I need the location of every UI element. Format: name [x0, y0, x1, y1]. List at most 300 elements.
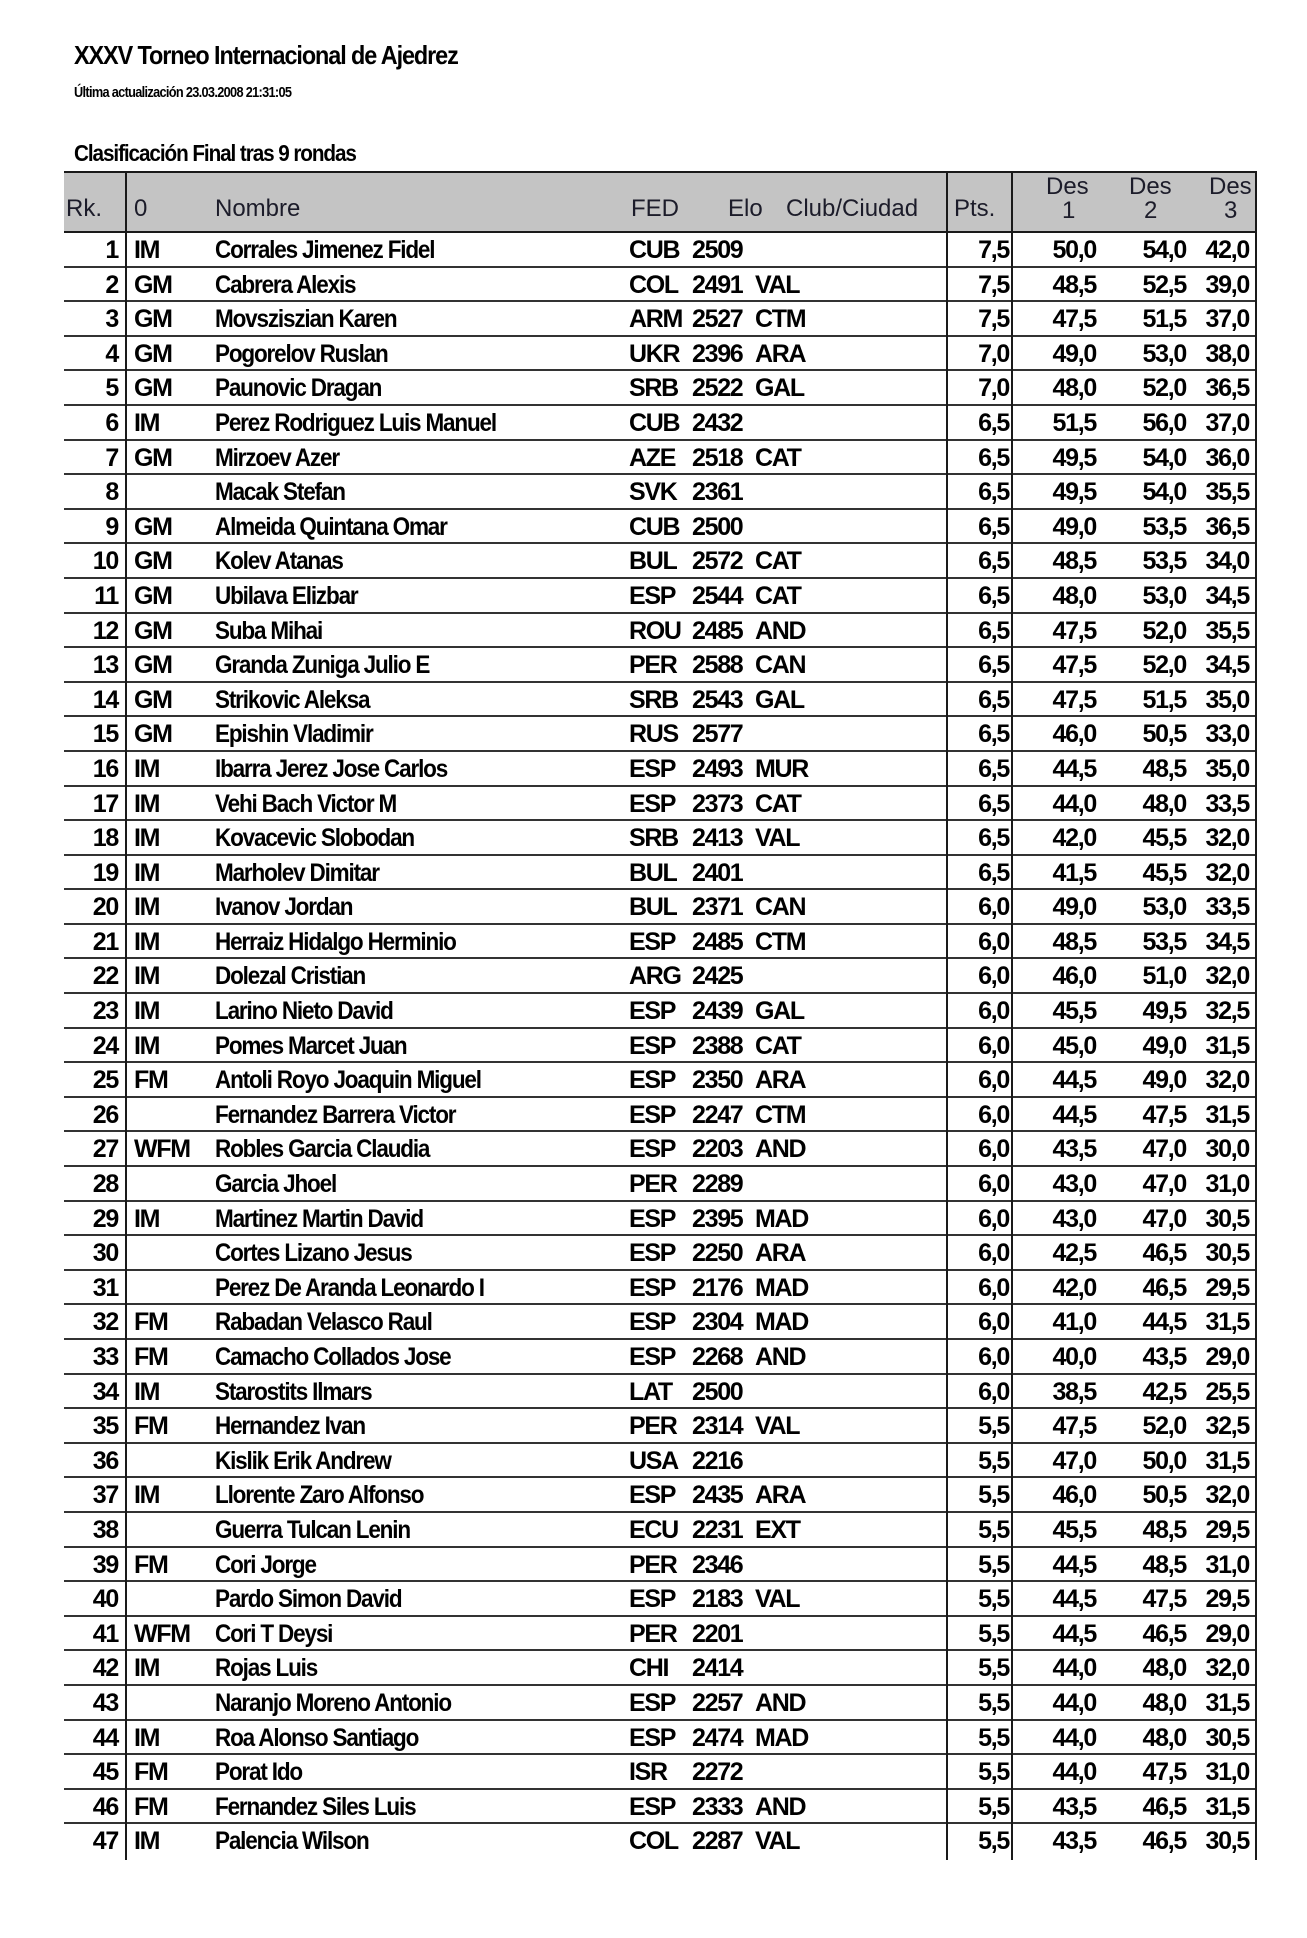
cell-club: CTM — [755, 927, 806, 956]
cell-name: Cori Jorge — [215, 1550, 316, 1579]
cell-name: Garcia Jhoel — [215, 1170, 337, 1199]
cell-fed: ESP — [629, 1585, 676, 1614]
cell-rank: 26 — [92, 1100, 118, 1129]
cell-des3: 29,0 — [1205, 1619, 1249, 1648]
cell-title: IM — [134, 1827, 160, 1856]
cell-des3: 31,5 — [1205, 1688, 1249, 1717]
table-row — [64, 683, 1257, 718]
cell-des1: 49,0 — [1052, 893, 1096, 922]
cell-elo: 2373 — [692, 789, 743, 818]
cell-elo: 2257 — [692, 1688, 743, 1717]
cell-title: GM — [134, 374, 172, 403]
cell-des1: 42,0 — [1052, 824, 1096, 853]
cell-rank: 5 — [105, 374, 118, 403]
cell-title: FM — [134, 1308, 168, 1337]
cell-fed: SRB — [629, 685, 678, 714]
cell-rank: 4 — [105, 339, 118, 368]
cell-des3: 30,5 — [1205, 1239, 1249, 1268]
cell-fed: PER — [629, 1412, 677, 1441]
cell-fed: ESP — [629, 1688, 676, 1717]
cell-elo: 2371 — [692, 893, 743, 922]
cell-des1: 42,5 — [1052, 1239, 1096, 1268]
cell-des2: 51,0 — [1142, 962, 1186, 991]
table-row — [64, 1617, 1257, 1652]
cell-des3: 31,5 — [1205, 1446, 1249, 1475]
table-row — [64, 752, 1257, 787]
cell-des1: 44,0 — [1052, 1688, 1096, 1717]
cell-title: FM — [134, 1343, 168, 1371]
cell-des3: 35,5 — [1205, 478, 1249, 507]
cell-club: CAN — [755, 651, 806, 680]
cell-name: Roa Alonso Santiago — [215, 1723, 419, 1752]
cell-des2: 45,5 — [1142, 824, 1186, 853]
cell-des3: 29,5 — [1205, 1273, 1249, 1302]
cell-elo: 2272 — [692, 1758, 743, 1787]
cell-elo: 2414 — [692, 1654, 743, 1683]
cell-title: FM — [134, 1758, 168, 1787]
cell-des2: 56,0 — [1142, 408, 1186, 437]
cell-des2: 49,0 — [1142, 1031, 1186, 1060]
cell-fed: SVK — [629, 478, 677, 507]
cell-elo: 2388 — [692, 1031, 743, 1060]
cell-des3: 36,5 — [1205, 374, 1249, 403]
cell-club: AND — [755, 1343, 806, 1371]
cell-points: 6,0 — [978, 1031, 1009, 1060]
cell-title: GM — [134, 720, 172, 749]
cell-des1: 38,5 — [1052, 1377, 1096, 1406]
table-row — [64, 614, 1257, 649]
header-title: 0 — [134, 195, 148, 222]
table-row — [64, 1582, 1257, 1617]
cell-fed: ESP — [629, 1135, 676, 1164]
cell-elo: 2425 — [692, 962, 743, 991]
cell-title: GM — [134, 339, 172, 368]
cell-fed: PER — [629, 1619, 677, 1648]
cell-des2: 42,5 — [1142, 1377, 1186, 1406]
cell-des3: 32,0 — [1205, 1654, 1249, 1683]
header-club: Club/Ciudad — [786, 195, 919, 222]
cell-points: 5,5 — [978, 1550, 1009, 1579]
cell-name: Cortes Lizano Jesus — [215, 1239, 412, 1268]
cell-des3: 34,5 — [1205, 927, 1249, 956]
header-des3-bottom: 3 — [1224, 197, 1238, 224]
cell-des3: 31,5 — [1205, 1031, 1249, 1060]
cell-des1: 47,5 — [1052, 305, 1096, 334]
cell-club: VAL — [755, 270, 800, 299]
cell-title: IM — [134, 824, 160, 853]
cell-des3: 32,0 — [1205, 962, 1249, 991]
cell-rank: 18 — [92, 824, 118, 853]
cell-name: Almeida Quintana Omar — [215, 512, 447, 541]
cell-title: WFM — [134, 1135, 190, 1164]
table-row — [64, 1686, 1257, 1721]
cell-fed: ESP — [629, 1273, 676, 1302]
cell-name: Paunovic Dragan — [215, 374, 382, 403]
cell-points: 6,5 — [978, 720, 1009, 749]
cell-club: ARA — [755, 1239, 806, 1268]
cell-des2: 47,5 — [1142, 1100, 1186, 1129]
cell-fed: LAT — [629, 1377, 672, 1406]
cell-des3: 35,0 — [1205, 754, 1249, 783]
cell-title: IM — [134, 408, 160, 437]
cell-points: 5,5 — [978, 1654, 1009, 1683]
cell-rank: 1 — [105, 236, 118, 264]
cell-rank: 21 — [92, 927, 118, 956]
header-des3-top: Des — [1209, 173, 1252, 200]
cell-des3: 33,5 — [1205, 789, 1249, 818]
cell-des1: 47,0 — [1052, 1446, 1096, 1475]
cell-club: CAT — [755, 547, 801, 576]
cell-des3: 25,5 — [1205, 1377, 1249, 1406]
cell-fed: AZE — [629, 443, 676, 472]
cell-points: 6,0 — [978, 1239, 1009, 1268]
cell-name: Kislik Erik Andrew — [215, 1446, 391, 1475]
cell-name: Ivanov Jordan — [215, 893, 353, 922]
table-row — [64, 1340, 1257, 1375]
cell-des1: 43,0 — [1052, 1204, 1096, 1233]
cell-name: Granda Zuniga Julio E — [215, 651, 430, 680]
cell-rank: 19 — [92, 858, 118, 887]
table-row — [64, 821, 1257, 856]
cell-title: IM — [134, 927, 160, 956]
cell-des2: 46,5 — [1142, 1792, 1186, 1821]
cell-fed: ESP — [629, 1100, 676, 1129]
cell-des2: 53,0 — [1142, 339, 1186, 368]
cell-des2: 54,0 — [1142, 236, 1186, 264]
cell-points: 7,0 — [978, 374, 1009, 403]
cell-rank: 31 — [92, 1273, 118, 1302]
cell-des1: 40,0 — [1052, 1343, 1096, 1371]
cell-fed: ESP — [629, 754, 676, 783]
cell-fed: SRB — [629, 824, 678, 853]
cell-elo: 2268 — [692, 1343, 743, 1371]
cell-club: CAT — [755, 443, 801, 472]
cell-fed: BUL — [629, 547, 677, 576]
cell-fed: SRB — [629, 374, 678, 403]
cell-elo: 2522 — [692, 374, 743, 403]
table-row — [64, 1132, 1257, 1167]
cell-des2: 52,0 — [1142, 651, 1186, 680]
table-row — [64, 1824, 1257, 1859]
cell-fed: ARM — [629, 305, 683, 334]
cell-des3: 33,0 — [1205, 720, 1249, 749]
cell-des2: 54,0 — [1142, 443, 1186, 472]
cell-points: 6,5 — [978, 581, 1009, 610]
cell-title: IM — [134, 1481, 160, 1510]
cell-elo: 2304 — [692, 1308, 743, 1337]
cell-name: Palencia Wilson — [215, 1827, 369, 1856]
cell-des3: 31,0 — [1205, 1758, 1249, 1787]
cell-fed: ESP — [629, 1239, 676, 1268]
cell-des2: 44,5 — [1142, 1308, 1186, 1337]
cell-fed: ROU — [629, 616, 681, 645]
cell-points: 7,0 — [978, 339, 1009, 368]
cell-rank: 25 — [92, 1066, 118, 1095]
cell-des3: 39,0 — [1205, 270, 1249, 299]
cell-elo: 2346 — [692, 1550, 743, 1579]
cell-name: Naranjo Moreno Antonio — [215, 1688, 451, 1717]
cell-name: Rabadan Velasco Raul — [215, 1308, 432, 1337]
cell-name: Starostits Ilmars — [215, 1377, 372, 1406]
cell-name: Camacho Collados Jose — [215, 1343, 451, 1371]
cell-points: 7,5 — [978, 270, 1009, 299]
cell-club: CAN — [755, 893, 806, 922]
cell-title: IM — [134, 997, 160, 1026]
cell-rank: 39 — [92, 1550, 118, 1579]
cell-points: 5,5 — [978, 1723, 1009, 1752]
cell-rank: 30 — [92, 1239, 118, 1268]
cell-des1: 45,5 — [1052, 1515, 1096, 1544]
cell-rank: 23 — [92, 997, 118, 1026]
cell-points: 5,5 — [978, 1758, 1009, 1787]
cell-name: Fernandez Siles Luis — [215, 1792, 416, 1821]
cell-points: 5,5 — [978, 1481, 1009, 1510]
table-body — [64, 233, 1257, 1859]
table-row — [64, 1721, 1257, 1756]
cell-des3: 32,0 — [1205, 1066, 1249, 1095]
cell-des1: 41,0 — [1052, 1308, 1096, 1337]
cell-des1: 47,5 — [1052, 685, 1096, 714]
cell-rank: 17 — [92, 789, 118, 818]
cell-points: 6,0 — [978, 1273, 1009, 1302]
cell-fed: ESP — [629, 1343, 676, 1371]
header-points: Pts. — [954, 195, 996, 222]
cell-club: MAD — [755, 1273, 809, 1302]
cell-club: AND — [755, 1792, 806, 1821]
cell-club: VAL — [755, 824, 800, 853]
cell-fed: ESP — [629, 927, 676, 956]
cell-des2: 49,5 — [1142, 997, 1186, 1026]
cell-elo: 2216 — [692, 1446, 743, 1475]
last-update-text: Última actualización 23.03.2008 21:31:05 — [74, 84, 292, 101]
cell-des1: 47,5 — [1052, 651, 1096, 680]
cell-des1: 46,0 — [1052, 720, 1096, 749]
cell-points: 6,5 — [978, 789, 1009, 818]
cell-des2: 48,5 — [1142, 754, 1186, 783]
cell-des3: 36,0 — [1205, 443, 1249, 472]
cell-name: Guerra Tulcan Lenin — [215, 1515, 410, 1544]
cell-title: IM — [134, 1204, 160, 1233]
cell-club: ARA — [755, 1066, 806, 1095]
cell-rank: 28 — [92, 1170, 118, 1199]
cell-des1: 49,5 — [1052, 478, 1096, 507]
cell-name: Pardo Simon David — [215, 1585, 402, 1614]
cell-club: CAT — [755, 789, 801, 818]
cell-elo: 2500 — [692, 1377, 743, 1406]
cell-club: EXT — [755, 1515, 800, 1544]
cell-fed: ESP — [629, 997, 676, 1026]
cell-des1: 42,0 — [1052, 1273, 1096, 1302]
cell-des2: 53,0 — [1142, 581, 1186, 610]
cell-elo: 2435 — [692, 1481, 743, 1510]
cell-rank: 41 — [92, 1619, 118, 1648]
cell-rank: 43 — [92, 1688, 118, 1717]
cell-points: 6,5 — [978, 616, 1009, 645]
cell-des2: 46,5 — [1142, 1827, 1186, 1856]
cell-des2: 50,5 — [1142, 720, 1186, 749]
cell-title: FM — [134, 1792, 168, 1821]
cell-name: Fernandez Barrera Victor — [215, 1100, 456, 1129]
cell-points: 6,5 — [978, 754, 1009, 783]
cell-elo: 2247 — [692, 1100, 743, 1129]
cell-club: VAL — [755, 1412, 800, 1441]
cell-title: IM — [134, 858, 160, 887]
table-row — [64, 475, 1257, 510]
cell-rank: 14 — [92, 685, 118, 714]
cell-des1: 43,5 — [1052, 1792, 1096, 1821]
cell-title: FM — [134, 1412, 168, 1441]
standings-table — [64, 171, 1257, 1859]
cell-title: GM — [134, 270, 172, 299]
cell-des2: 48,0 — [1142, 1654, 1186, 1683]
table-row — [64, 579, 1257, 614]
table-row — [64, 1063, 1257, 1098]
cell-elo: 2289 — [692, 1170, 743, 1199]
cell-des1: 49,0 — [1052, 339, 1096, 368]
cell-des1: 45,0 — [1052, 1031, 1096, 1060]
cell-des2: 48,0 — [1142, 1723, 1186, 1752]
cell-title: IM — [134, 1723, 160, 1752]
cell-club: MUR — [755, 754, 809, 783]
cell-des3: 30,5 — [1205, 1827, 1249, 1856]
cell-des1: 51,5 — [1052, 408, 1096, 437]
cell-fed: ECU — [629, 1515, 678, 1544]
cell-points: 5,5 — [978, 1515, 1009, 1544]
cell-fed: ESP — [629, 1723, 676, 1752]
cell-des1: 48,0 — [1052, 581, 1096, 610]
cell-des1: 43,0 — [1052, 1170, 1096, 1199]
standings-heading: Clasificación Final tras 9 rondas — [74, 140, 356, 166]
cell-rank: 29 — [92, 1204, 118, 1233]
cell-name: Perez Rodriguez Luis Manuel — [215, 408, 496, 437]
cell-club: GAL — [755, 997, 804, 1026]
cell-des2: 52,5 — [1142, 270, 1186, 299]
cell-rank: 3 — [105, 305, 118, 334]
cell-des2: 47,0 — [1142, 1204, 1186, 1233]
cell-fed: COL — [629, 270, 678, 299]
cell-des2: 52,0 — [1142, 374, 1186, 403]
header-des2-top: Des — [1129, 173, 1172, 200]
cell-elo: 2485 — [692, 616, 743, 645]
cell-des1: 44,0 — [1052, 1758, 1096, 1787]
cell-name: Ibarra Jerez Jose Carlos — [215, 754, 448, 783]
cell-des1: 45,5 — [1052, 997, 1096, 1026]
cell-points: 6,5 — [978, 512, 1009, 541]
cell-des2: 53,5 — [1142, 547, 1186, 576]
cell-des1: 46,0 — [1052, 1481, 1096, 1510]
cell-elo: 2395 — [692, 1204, 743, 1233]
cell-des2: 53,0 — [1142, 893, 1186, 922]
cell-rank: 11 — [94, 581, 118, 610]
cell-points: 6,0 — [978, 1100, 1009, 1129]
table-row — [64, 1409, 1257, 1444]
cell-name: Herraiz Hidalgo Herminio — [215, 927, 456, 956]
cell-name: Hernandez Ivan — [215, 1412, 365, 1441]
cell-des3: 34,5 — [1205, 581, 1249, 610]
cell-des2: 47,5 — [1142, 1758, 1186, 1787]
cell-points: 6,5 — [978, 651, 1009, 680]
cell-elo: 2432 — [692, 408, 743, 437]
cell-club: AND — [755, 1135, 806, 1164]
cell-elo: 2314 — [692, 1412, 743, 1441]
cell-name: Pogorelov Ruslan — [215, 339, 388, 368]
cell-points: 6,5 — [978, 478, 1009, 507]
cell-elo: 2588 — [692, 651, 743, 680]
cell-des2: 48,0 — [1142, 789, 1186, 818]
cell-points: 6,0 — [978, 1377, 1009, 1406]
cell-name: Robles Garcia Claudia — [215, 1135, 430, 1164]
table-row — [64, 648, 1257, 683]
cell-elo: 2250 — [692, 1239, 743, 1268]
divider-points-right — [1011, 171, 1013, 1860]
table-row — [64, 337, 1257, 372]
cell-name: Dolezal Cristian — [215, 962, 366, 991]
divider-right-edge — [1255, 171, 1257, 1860]
cell-rank: 37 — [92, 1481, 118, 1510]
table-row — [64, 1548, 1257, 1583]
cell-name: Larino Nieto David — [215, 997, 393, 1026]
cell-title: IM — [134, 789, 160, 818]
cell-rank: 6 — [105, 408, 118, 437]
cell-des3: 31,5 — [1205, 1100, 1249, 1129]
cell-points: 5,5 — [978, 1585, 1009, 1614]
cell-club: MAD — [755, 1723, 809, 1752]
table-row — [64, 1790, 1257, 1825]
cell-club: CAT — [755, 1031, 801, 1060]
cell-name: Martinez Martin David — [215, 1204, 423, 1233]
cell-club: VAL — [755, 1827, 800, 1856]
cell-des1: 47,5 — [1052, 1412, 1096, 1441]
header-elo: Elo — [728, 195, 763, 222]
cell-des3: 32,5 — [1205, 1412, 1249, 1441]
cell-name: Kovacevic Slobodan — [215, 824, 415, 853]
cell-rank: 38 — [92, 1515, 118, 1544]
table-row — [64, 302, 1257, 337]
cell-des2: 47,5 — [1142, 1585, 1186, 1614]
table-row — [64, 1236, 1257, 1271]
cell-fed: ESP — [629, 1066, 676, 1095]
cell-des1: 48,5 — [1052, 927, 1096, 956]
cell-des1: 44,5 — [1052, 1100, 1096, 1129]
cell-des2: 48,5 — [1142, 1515, 1186, 1544]
cell-title: IM — [134, 236, 160, 264]
cell-rank: 9 — [105, 512, 118, 541]
cell-des1: 48,5 — [1052, 270, 1096, 299]
cell-fed: CHI — [629, 1654, 669, 1683]
cell-des3: 31,5 — [1205, 1792, 1249, 1821]
cell-points: 7,5 — [978, 305, 1009, 334]
cell-elo: 2527 — [692, 305, 743, 334]
header-des1-bottom: 1 — [1062, 197, 1076, 224]
cell-des2: 53,5 — [1142, 512, 1186, 541]
cell-rank: 7 — [105, 443, 118, 472]
cell-des2: 46,5 — [1142, 1239, 1186, 1268]
header-rank: Rk. — [66, 195, 102, 222]
cell-title: IM — [134, 1377, 160, 1406]
table-row — [64, 1167, 1257, 1202]
cell-des1: 44,0 — [1052, 1723, 1096, 1752]
cell-des2: 50,0 — [1142, 1446, 1186, 1475]
cell-des1: 49,5 — [1052, 443, 1096, 472]
cell-elo: 2577 — [692, 720, 743, 749]
cell-elo: 2183 — [692, 1585, 743, 1614]
cell-des3: 35,5 — [1205, 616, 1249, 645]
header-name: Nombre — [215, 195, 301, 222]
cell-club: GAL — [755, 374, 804, 403]
cell-des1: 44,5 — [1052, 1585, 1096, 1614]
cell-rank: 35 — [92, 1412, 118, 1441]
cell-des1: 50,0 — [1052, 236, 1096, 264]
